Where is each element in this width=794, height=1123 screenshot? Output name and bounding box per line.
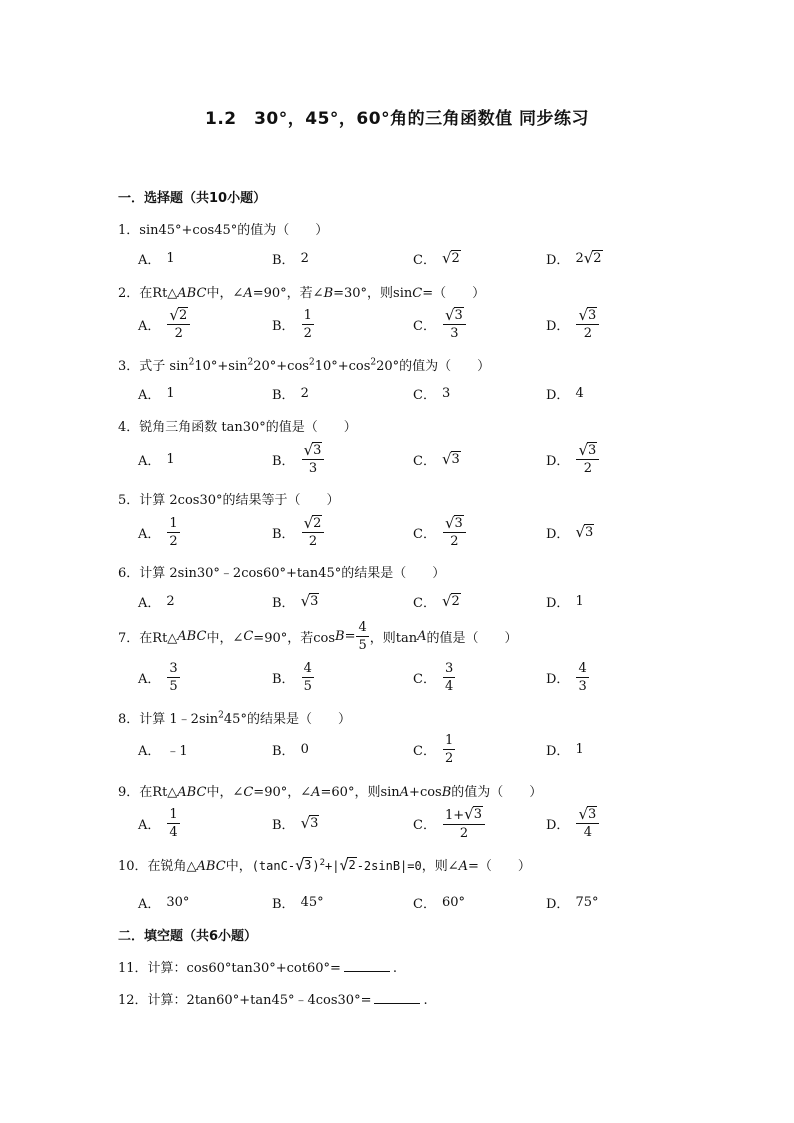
option-a: A． $\frac{1}{4}$ [138, 806, 178, 840]
option-b: B． √ 3 3 [272, 442, 325, 476]
section-heading-fill: 二．填空题（共6小题） [118, 929, 258, 944]
option-b: B． $\frac{4}{5}$ [272, 660, 312, 694]
options-q2 [138, 307, 758, 341]
option-a: A． 1 [138, 451, 175, 469]
question-2: 2．在Rt△ABC中，∠A=90°，若∠B=30°，则sinC=（ ） [118, 286, 486, 301]
option-b: B． √ 2 2 [272, 515, 325, 549]
option-b: B． √ 3 [272, 592, 319, 611]
options-q3 [138, 376, 758, 410]
option-d: D． 1 [546, 593, 584, 611]
options-q10 [138, 885, 758, 919]
option-c: C． √ 3 3 [413, 307, 467, 341]
option-d: D． 75° [546, 894, 599, 912]
option-a: A． 30° [138, 894, 190, 912]
option-c: C． 60° [413, 894, 465, 912]
question-5: 5．计算 2cos30°的结果等于（ ） [118, 493, 340, 508]
section-heading-choice: 一．选择题（共10小题） [118, 191, 267, 206]
question-1: 1．sin45°+cos45°的值为（ ） [118, 223, 329, 238]
option-d: D． √ 3 4 [546, 806, 600, 840]
option-b: B． √ 3 [272, 814, 319, 833]
question-8: 8．计算 $1﹣2\sin^245^\circ$的结果是（ ） [118, 710, 351, 727]
option-b: B． 2 [272, 250, 309, 268]
option-c: C． 1+ √ 3 2 [413, 806, 486, 840]
question-6: 6．计算 2sin30°﹣2cos60°+tan45°的结果是（ ） [118, 566, 446, 581]
option-a: A． $\frac{1}{2}$ [138, 515, 178, 549]
question-7: 7． 在Rt△ ABC 中，∠ C =90°，若cos B = $\frac{4}{5}$ ，则tan A 的值是（ ） [118, 620, 518, 653]
option-d: D． 4 [546, 385, 584, 403]
options-q6 [138, 584, 758, 618]
option-a: A． 1 [138, 385, 175, 403]
question-11: 11．计算：cos60°tan30°+cot60°= . [118, 961, 398, 976]
question-10: 10．在锐角△ABC中，(tanC- √ 3 )$^2$+| √ 2 -2sinB|=0，则∠A=（ ） [118, 856, 531, 874]
option-c: C． 3 [413, 385, 451, 403]
answer-blank[interactable] [374, 991, 420, 1004]
question-4: 4．锐角三角函数 tan30°的值是（ ） [118, 420, 357, 435]
answer-blank[interactable] [344, 959, 390, 972]
option-c: C． √ 2 [413, 249, 460, 268]
option-a: A． $\frac{3}{5}$ [138, 660, 178, 694]
option-c: C． $\frac{1}{2}$ [413, 732, 454, 766]
options-q8 [138, 732, 758, 766]
options-q5 [138, 515, 758, 549]
option-d: D． 2 √ 2 [546, 249, 602, 268]
option-b: B． 45° [272, 894, 324, 912]
option-a: A． √ 2 2 [138, 307, 191, 341]
option-d: D． √ 3 [546, 523, 594, 542]
options-q7 [138, 660, 758, 694]
options-q1 [138, 241, 758, 275]
option-d: D． 1 [546, 741, 584, 759]
option-c: C． √ 2 [413, 592, 460, 611]
question-12: 12．计算：2tan60°+tan45°﹣4cos30°= . [118, 993, 428, 1008]
option-b: B． 0 [272, 741, 309, 759]
page-title: 1.2 30°，45°，60°角的三角函数值 同步练习 [204, 109, 589, 129]
option-d: D． √ 3 2 [546, 442, 600, 476]
option-c: C． √ 3 [413, 450, 460, 469]
option-c: C． $\frac{3}{4}$ [413, 660, 454, 694]
question-9: 9．在Rt△ABC中，∠C=90°，∠A=60°，则sinA+cosB的值为（ ） [118, 785, 543, 800]
options-q9 [138, 806, 758, 840]
option-d: D． $\frac{4}{3}$ [546, 660, 587, 694]
options-q4 [138, 442, 758, 476]
option-c: C． √ 3 2 [413, 515, 467, 549]
option-d: D． √ 3 2 [546, 307, 600, 341]
question-3: 3．式子 $\sin^210^\circ+\sin^220^\circ+\cos^210^\circ+\cos^220^\circ$的值为（ ） [118, 357, 491, 374]
option-b: B． $\frac{1}{2}$ [272, 307, 312, 341]
option-a: A． 2 [138, 593, 175, 611]
option-b: B． 2 [272, 385, 309, 403]
option-a: A． 1 [138, 250, 175, 268]
option-a: A． ﹣1 [138, 743, 188, 759]
